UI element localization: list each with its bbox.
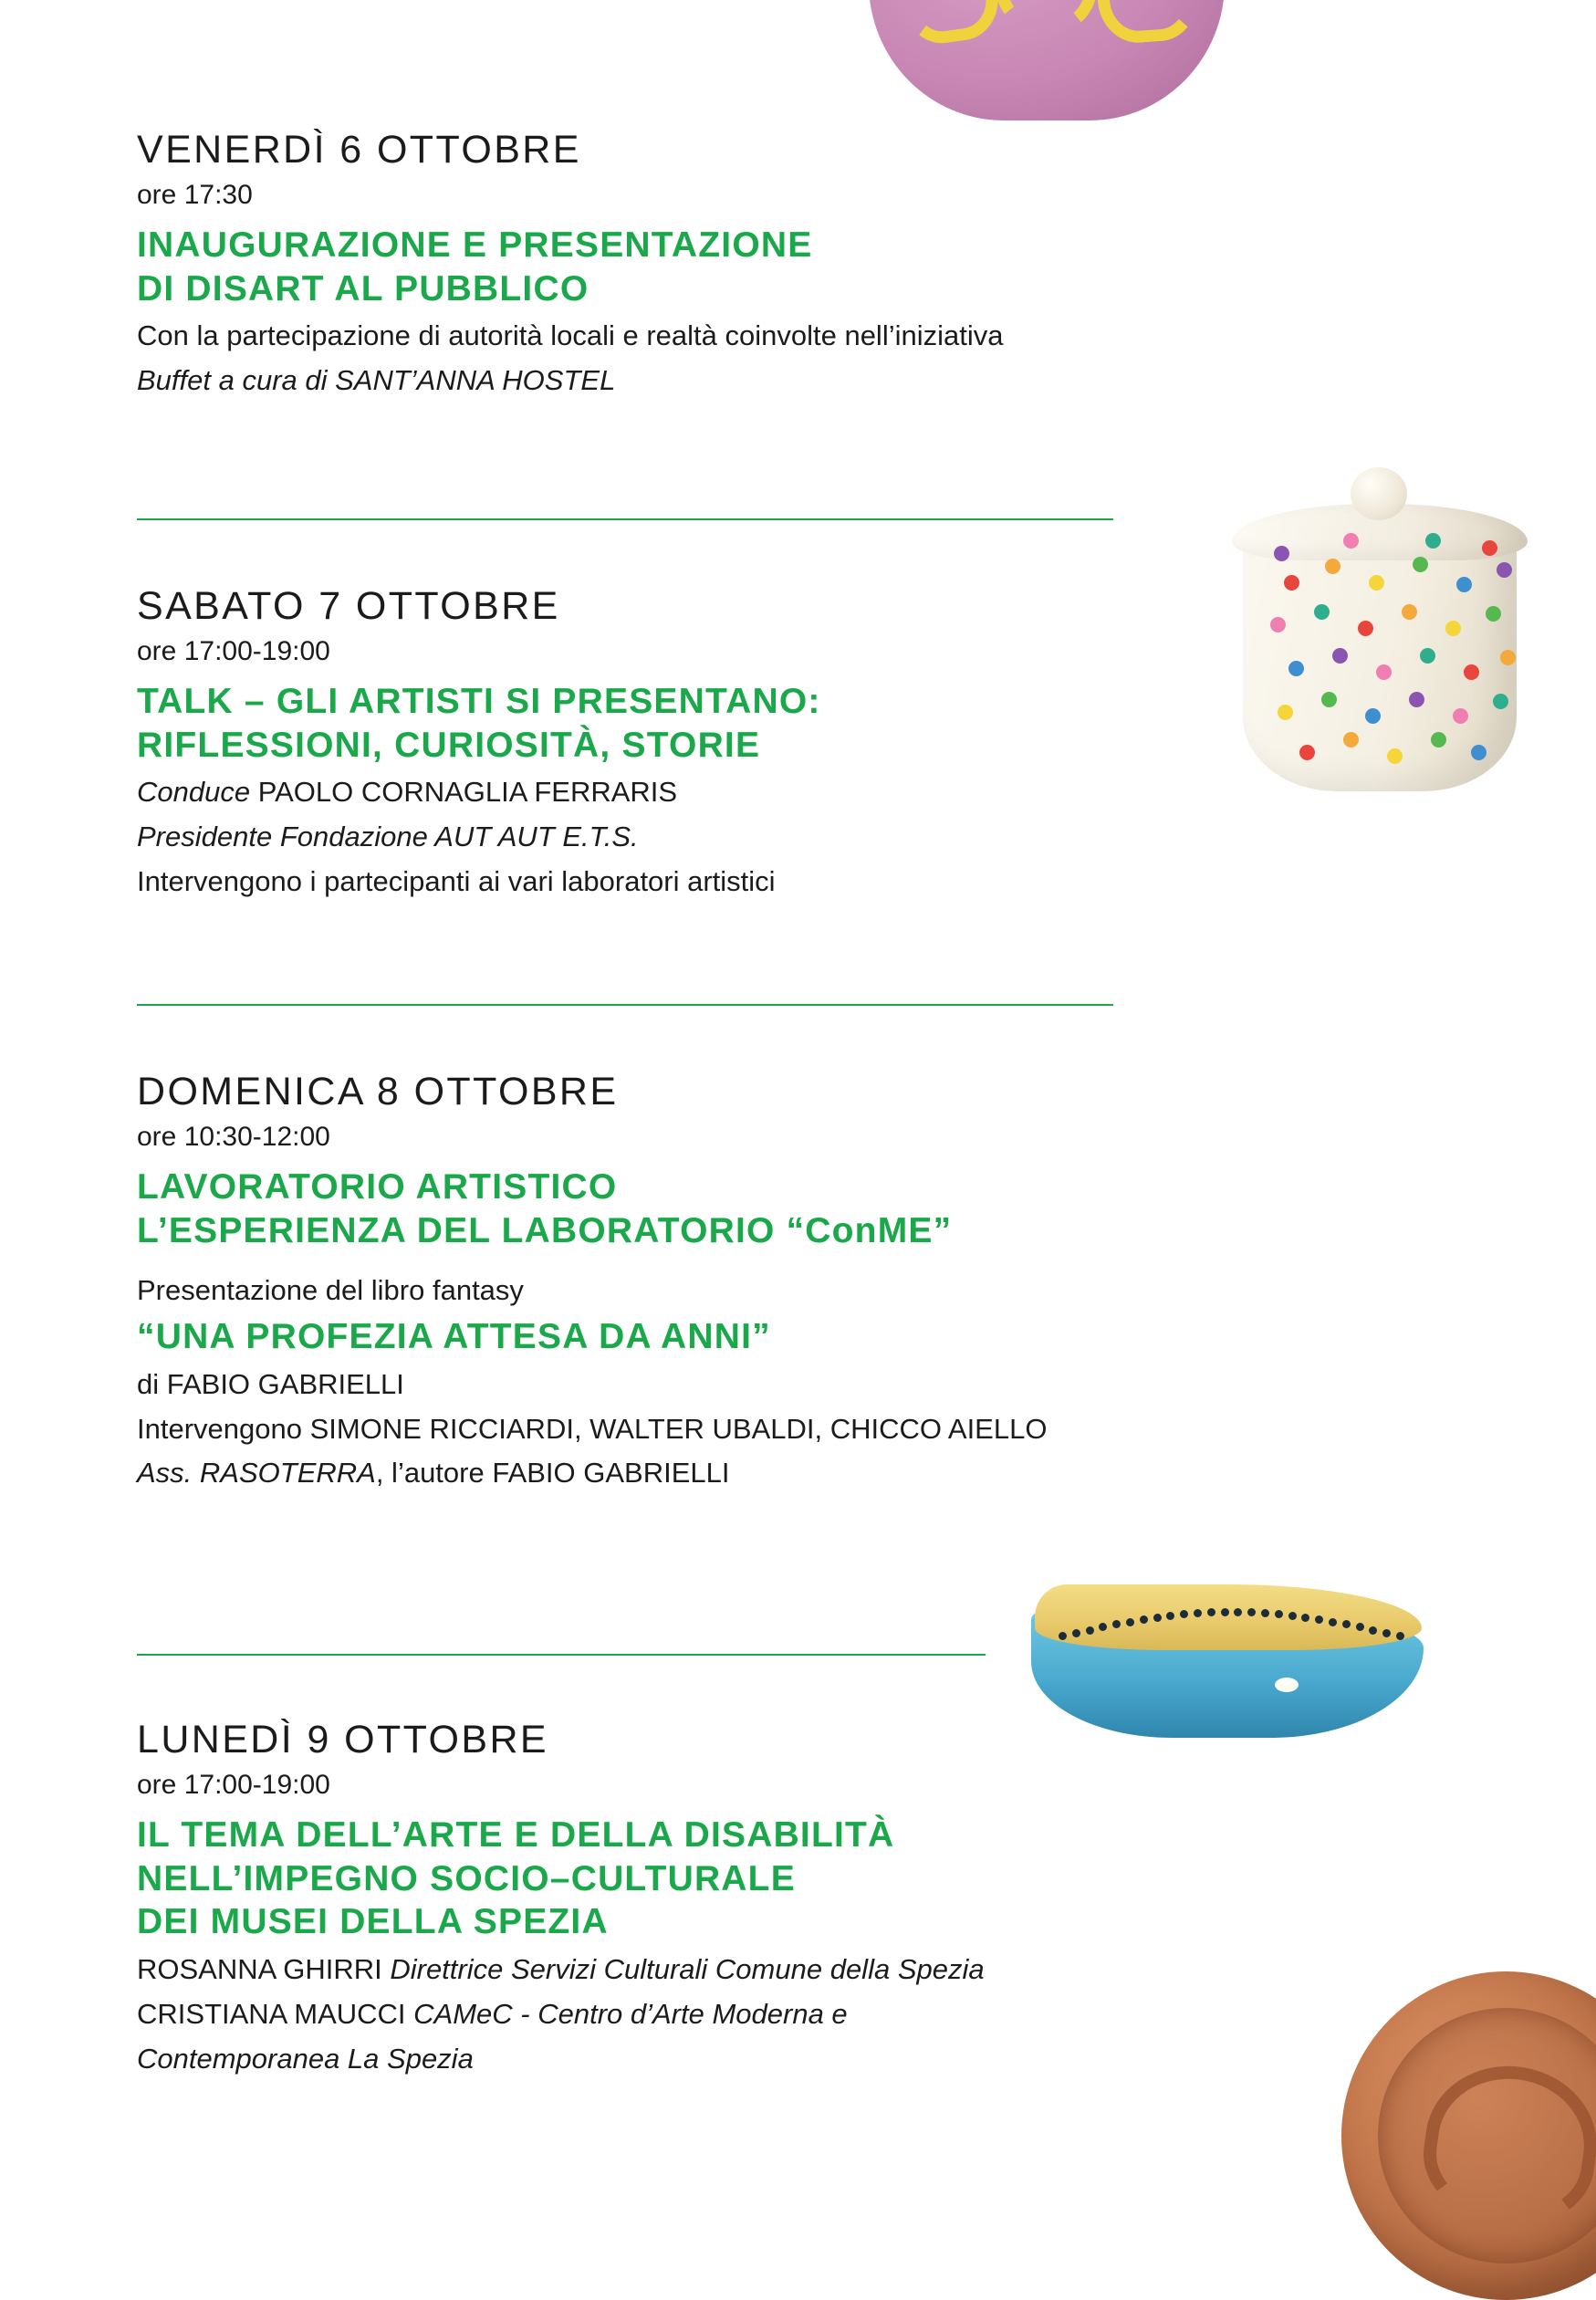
boat-rim bbox=[1035, 1584, 1422, 1650]
event-title bbox=[137, 1166, 1360, 1252]
boat-pearl bbox=[1396, 1632, 1404, 1640]
boat-pearl bbox=[1342, 1620, 1351, 1628]
boat-pearl bbox=[1369, 1626, 1377, 1635]
conduce-label: Conduce bbox=[137, 776, 251, 809]
event-day: SABATO 7 OTTOBRE bbox=[137, 584, 560, 628]
plaque-disc bbox=[1341, 1971, 1596, 2300]
speaker-name-1: ROSANNA GHIRRI bbox=[137, 1952, 382, 1985]
event-block-saturday bbox=[137, 584, 1341, 901]
event-title bbox=[137, 1814, 1360, 1944]
boat-pearl bbox=[1166, 1612, 1174, 1620]
bowl-dot bbox=[1365, 708, 1381, 724]
vase-squiggle-3 bbox=[1093, 0, 1201, 46]
bowl-dot bbox=[1425, 533, 1441, 549]
event-description-line-3: Intervengono i partecipanti ai vari laboratori artistici bbox=[137, 864, 776, 897]
boat-pearl bbox=[1126, 1618, 1134, 1626]
event-time: ore 17:30 bbox=[137, 180, 253, 210]
boat-pearl bbox=[1234, 1608, 1242, 1616]
boat-pearl bbox=[1072, 1629, 1080, 1637]
bowl-dot bbox=[1482, 540, 1497, 556]
book-intro: Presentazione del libro fantasy bbox=[137, 1274, 524, 1307]
bowl-dot bbox=[1445, 621, 1461, 636]
boat-pearl bbox=[1288, 1612, 1297, 1620]
event-day: DOMENICA 8 OTTOBRE bbox=[137, 1070, 619, 1113]
plaque-swirl bbox=[1415, 2055, 1596, 2232]
speaker-role-2: CAMeC - Centro d’Arte Moderna e bbox=[413, 1997, 848, 2030]
bowl-dot bbox=[1471, 745, 1486, 760]
divider-3 bbox=[137, 1654, 986, 1656]
boat-pearl bbox=[1059, 1632, 1067, 1640]
bowl-dot bbox=[1358, 621, 1373, 636]
bowl-dot bbox=[1456, 577, 1472, 592]
event-title-line-1: IL TEMA DELL’ARTE E DELLA DISABILITÀ bbox=[137, 1815, 895, 1855]
event-title-line-3: DEI MUSEI DELLA SPEZIA bbox=[137, 1902, 609, 1942]
bowl-dot bbox=[1431, 732, 1446, 748]
event-description-line-3 bbox=[137, 1455, 1360, 1492]
vase-body bbox=[869, 0, 1225, 120]
boat-pearl bbox=[1194, 1609, 1202, 1617]
event-description-line-2: Intervengono SIMONE RICCIARDI, WALTER UBALDI, CHICCO AIELLO bbox=[137, 1412, 1048, 1445]
bowl-dot bbox=[1493, 694, 1508, 709]
event-description-line-1: Con la partecipazione di autorità locali e realtà coinvolte nell’iniziativa bbox=[137, 319, 1004, 352]
event-title-line-1: INAUGURAZIONE E PRESENTAZIONE bbox=[137, 225, 813, 265]
boat-pearl bbox=[1301, 1614, 1309, 1622]
bowl-dot bbox=[1500, 650, 1516, 665]
boat-pearl bbox=[1247, 1608, 1256, 1616]
book-title: “UNA PROFEZIA ATTESA DA ANNI” bbox=[137, 1317, 771, 1357]
bowl-dot bbox=[1274, 546, 1289, 561]
divider-2 bbox=[137, 1004, 1113, 1006]
boat-pearl bbox=[1261, 1609, 1269, 1617]
plaque-inner bbox=[1378, 2008, 1596, 2263]
event-description-line-2: Buffet a cura di SANT’ANNA HOSTEL bbox=[137, 364, 616, 397]
boat-flower bbox=[1257, 1657, 1316, 1712]
event-title-line-2: L’ESPERIENZA DEL LABORATORIO “ConME” bbox=[137, 1210, 953, 1250]
event-block-sunday bbox=[137, 1070, 1360, 1492]
boat-pearl bbox=[1275, 1610, 1283, 1618]
author-credit: , l’autore FABIO GABRIELLI bbox=[375, 1457, 730, 1490]
boat-pearl bbox=[1140, 1615, 1148, 1624]
event-description-line-2: Presidente Fondazione AUT AUT E.T.S. bbox=[137, 821, 639, 853]
event-title-line-2: NELL’IMPEGNO SOCIO–CULTURALE bbox=[137, 1858, 796, 1898]
event-day: LUNEDÌ 9 OTTOBRE bbox=[137, 1718, 548, 1762]
boat-pearl bbox=[1315, 1615, 1323, 1624]
boat-pearl bbox=[1221, 1608, 1229, 1616]
association-name: Ass. RASOTERRA bbox=[137, 1457, 376, 1490]
bowl-dot bbox=[1402, 604, 1417, 620]
speaker-line-2 bbox=[137, 1996, 1360, 2033]
event-title-line-2: RIFLESSIONI, CURIOSITÀ, STORIE bbox=[137, 725, 761, 765]
event-title-line-1: LAVORATORIO ARTISTICO bbox=[137, 1167, 618, 1207]
vase-squiggle-1 bbox=[895, 0, 1004, 48]
bowl-dot bbox=[1420, 648, 1435, 664]
event-title-line-1: TALK – GLI ARTISTI SI PRESENTANO: bbox=[137, 682, 821, 721]
bowl-dot bbox=[1376, 664, 1392, 680]
bowl-knob bbox=[1351, 467, 1407, 520]
bowl-dot bbox=[1325, 559, 1340, 574]
bowl-dot bbox=[1486, 606, 1501, 622]
event-block-monday bbox=[137, 1718, 1360, 2077]
pink-vase-image bbox=[869, 0, 1225, 120]
speaker-role-1: Direttrice Servizi Culturali Comune della Spezia bbox=[390, 1952, 985, 1985]
event-time: ore 17:00-19:00 bbox=[137, 636, 330, 666]
bowl-dot bbox=[1343, 732, 1359, 748]
boat-pearl bbox=[1099, 1623, 1107, 1631]
bowl-lid bbox=[1232, 504, 1528, 560]
bowl-dot bbox=[1453, 708, 1468, 724]
divider-1 bbox=[137, 518, 1113, 520]
bowl-dot bbox=[1387, 748, 1403, 764]
event-block-friday bbox=[137, 128, 1341, 400]
bowl-dot bbox=[1413, 557, 1428, 572]
speaker-line-1 bbox=[137, 1951, 1360, 1989]
boat-pearl bbox=[1086, 1626, 1094, 1635]
vase-squiggle-2 bbox=[991, 0, 1105, 37]
boat-pearl bbox=[1153, 1614, 1162, 1622]
bowl-dot bbox=[1497, 562, 1512, 578]
boat-pearl bbox=[1356, 1623, 1364, 1631]
boat-pearl bbox=[1207, 1608, 1215, 1616]
bowl-dot bbox=[1369, 575, 1384, 591]
boat-pearl bbox=[1329, 1618, 1337, 1626]
bowl-dot bbox=[1343, 533, 1359, 549]
terracotta-plaque-image bbox=[1341, 1971, 1596, 2300]
speaker-line-3: Contemporanea La Spezia bbox=[137, 2042, 474, 2075]
event-day: VENERDÌ 6 OTTOBRE bbox=[137, 128, 581, 172]
speaker-name-2: CRISTIANA MAUCCI bbox=[137, 1997, 406, 2030]
event-time: ore 10:30-12:00 bbox=[137, 1122, 330, 1152]
event-title bbox=[137, 224, 1341, 310]
event-title bbox=[137, 680, 1341, 767]
conduce-name: PAOLO CORNAGLIA FERRARIS bbox=[257, 776, 678, 809]
bowl-dot bbox=[1464, 664, 1479, 680]
boat-pearl bbox=[1112, 1620, 1121, 1628]
bowl-dot bbox=[1409, 692, 1424, 707]
event-title-line-2: DI DISART AL PUBBLICO bbox=[137, 268, 589, 308]
event-time: ore 17:00-19:00 bbox=[137, 1770, 330, 1800]
event-description-line-1: di FABIO GABRIELLI bbox=[137, 1367, 404, 1400]
event-description-line-1 bbox=[137, 774, 1341, 811]
boat-pearl bbox=[1180, 1610, 1188, 1618]
boat-pearl bbox=[1382, 1629, 1391, 1637]
